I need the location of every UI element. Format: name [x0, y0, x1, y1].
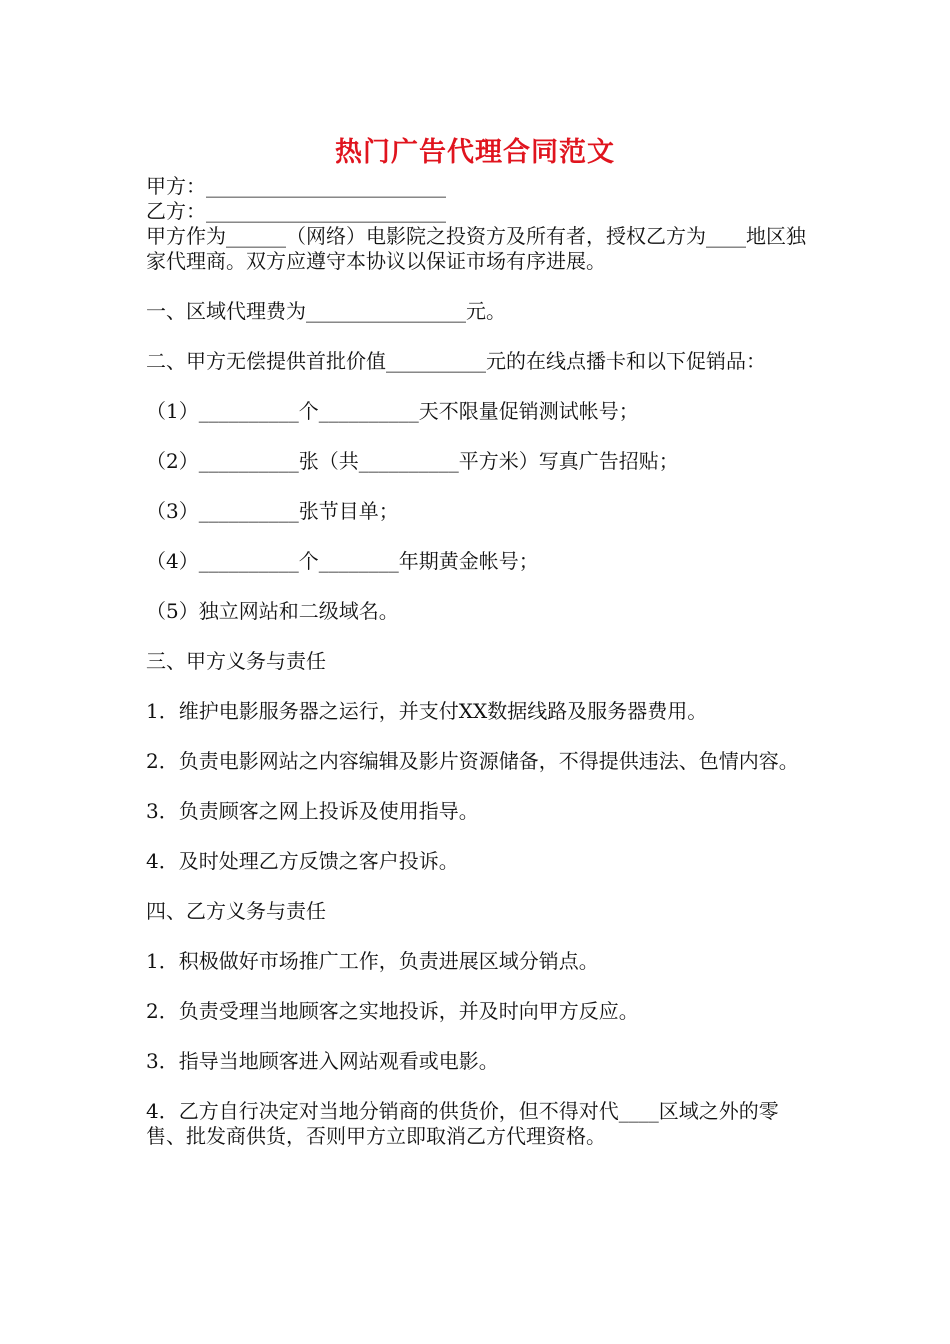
clause-4-heading: 四、乙方义务与责任	[146, 899, 326, 923]
clause-2-item: （3）__________张节目单；	[146, 499, 399, 523]
clause-3-item: 3．负责顾客之网上投诉及使用指导。	[146, 799, 479, 823]
clause-4-item: 3．指导当地顾客进入网站观看或电影。	[146, 1049, 499, 1073]
clause-3-item: 1．维护电影服务器之运行，并支付XX数据线路及服务器费用。	[146, 699, 708, 723]
clause-2-item: （2）__________张（共__________平方米）写真广告招贴；	[146, 449, 679, 473]
clause-3-item: 2．负责电影网站之内容编辑及影片资源储备，不得提供违法、色情内容。	[146, 749, 799, 773]
clause-2-item: （1）__________个__________天不限量促销测试帐号；	[146, 399, 639, 423]
party-a-line: 甲方：________________________	[146, 174, 446, 198]
clause-2-item: （4）__________个________年期黄金帐号；	[146, 549, 539, 573]
intro-paragraph: 甲方作为______（网络）电影院之投资方及所有者，授权乙方为____地区独家代理商。双方应遵守本协议以保证市场有序进展。	[146, 224, 806, 273]
clause-2: 二、甲方无偿提供首批价值__________元的在线点播卡和以下促销品：	[146, 349, 766, 373]
clause-4-item: 4．乙方自行决定对当地分销商的供货价，但不得对代____区域之外的零售、批发商供货，否则甲方立即取消乙方代理资格。	[146, 1099, 779, 1148]
clause-4-item: 1．积极做好市场推广工作，负责进展区域分销点。	[146, 949, 599, 973]
party-b-line: 乙方：________________________	[146, 199, 446, 223]
document-title: 热门广告代理合同范文	[335, 137, 615, 168]
clause-4-item: 2．负责受理当地顾客之实地投诉，并及时向甲方反应。	[146, 999, 639, 1023]
clause-3-item: 4．及时处理乙方反馈之客户投诉。	[146, 849, 459, 873]
clause-2-item: （5）独立网站和二级域名。	[146, 599, 399, 623]
clause-1: 一、区域代理费为________________元。	[146, 299, 506, 323]
clause-3-heading: 三、甲方义务与责任	[146, 649, 326, 673]
document-body	[146, 174, 814, 1149]
